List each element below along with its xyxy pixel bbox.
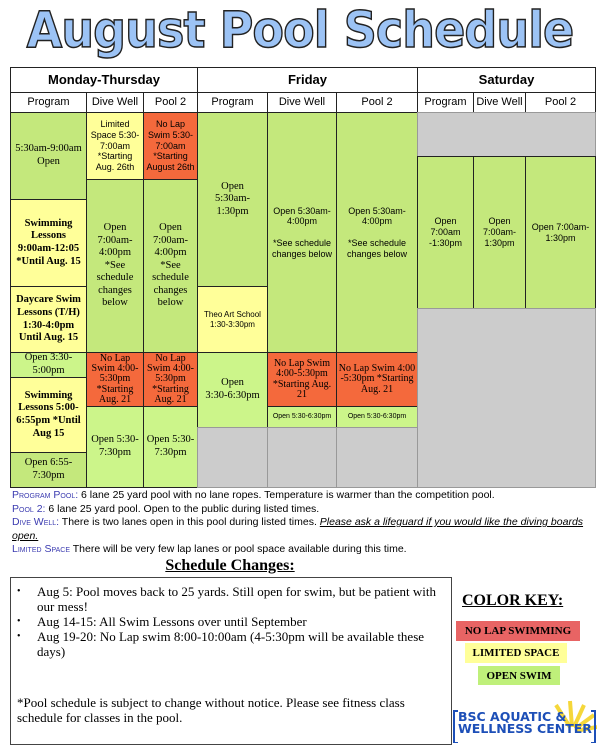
column-header: Dive Well <box>86 92 144 113</box>
schedule-cell: No Lap Swim 5:30-7:00am *Starting August 26th <box>143 112 198 180</box>
schedule-cell: Open 7:00am-1:30pm <box>473 156 526 309</box>
schedule-cell: 5:30am-9:00am Open <box>10 112 87 200</box>
note-label: Pool 2: <box>12 502 46 515</box>
note-italic: Please ask a lifeguard if you would like the diving boards open. <box>12 516 584 542</box>
note-text: 6 lane 25 yard pool. Open to the public during listed times. <box>45 502 320 515</box>
schedule-cell: Open 6:55-7:30pm <box>10 452 87 488</box>
column-header: Pool 2 <box>336 92 418 113</box>
note-label: Limited Space <box>12 543 71 555</box>
bsc-logo <box>452 697 597 743</box>
schedule-cell: Open 7:00am-1:30pm <box>525 156 596 309</box>
closed-cell <box>336 427 418 488</box>
schedule-cell: No Lap Swim 4:00 -5:30pm *Starting Aug. 21 <box>336 352 418 407</box>
note-text: There will be very few lap lanes or pool space available during this time. <box>70 543 407 555</box>
change-item: • Aug 5: Pool moves back to 25 yards. Still open for swim, but be patient with our mess! <box>17 584 445 614</box>
column-header: Program <box>417 92 474 113</box>
note-text: 6 lane 25 yard pool with no lane ropes. Temperature is warmer than the competition pool. <box>78 489 495 501</box>
schedule-cell: Open 3:30-5:00pm <box>10 352 87 378</box>
schedule-cell: Swimming Lessons 9:00am-12:05 *Until Aug. 15 <box>10 199 87 287</box>
column-header: Pool 2 <box>143 92 198 113</box>
logo-text: BSC AQUATIC & WELLNESS CENTER <box>458 709 592 736</box>
schedule-cell: Open 7:00am-4:00pm *See schedule changes below <box>86 179 144 353</box>
schedule-changes-title: Schedule Changes: <box>165 557 295 574</box>
day-header-saturday: Saturday <box>417 67 596 93</box>
note-label: Program Pool: <box>12 489 79 501</box>
schedule-cell: No Lap Swim 4:00-5:30pm *Starting Aug. 21 <box>143 352 198 407</box>
change-item: • Aug 14-15: All Swim Lessons over until September <box>17 614 445 629</box>
schedule-cell: Open 7:00am -1:30pm <box>417 156 474 309</box>
column-header: Pool 2 <box>525 92 596 113</box>
column-header: Program <box>10 92 87 113</box>
note-bold: two lanes open <box>102 516 174 528</box>
column-header: Dive Well <box>473 92 526 113</box>
schedule-cell: Open 7:00am-4:00pm *See schedule changes below <box>143 179 198 353</box>
schedule-cell: No Lap Swim 4:00-5:30pm *Starting Aug. 21 <box>267 352 337 407</box>
schedule-cell: Open 5:30-7:30pm <box>143 406 198 488</box>
closed-cell <box>267 427 337 488</box>
schedule-cell: Open 5:30am-4:00pm *See schedule changes below <box>336 112 418 353</box>
closed-cell <box>417 112 596 157</box>
schedule-cell: Open 3:30-6:30pm <box>197 352 268 428</box>
schedule-cell: Theo Art School 1:30-3:30pm <box>197 286 268 353</box>
key-no-lap: NO LAP SWIMMING <box>456 621 580 641</box>
page-title: August Pool Schedule <box>26 1 574 59</box>
schedule-cell: Limited Space 5:30-7:00am *Starting Aug. 26th <box>86 112 144 180</box>
schedule-cell: Swimming Lessons 5:00-6:55pm *Until Aug 15 <box>10 377 87 453</box>
note-label: Dive Well: <box>12 516 60 528</box>
key-open: OPEN SWIM <box>478 666 560 685</box>
column-header: Program <box>197 92 268 113</box>
schedule-cell: Open 5:30-6:30pm <box>336 406 418 428</box>
day-header-mon-thu: Monday-Thursday <box>10 67 198 93</box>
key-limited: LIMITED SPACE <box>465 643 567 663</box>
schedule-cell: Open 5:30am-4:00pm *See schedule changes below <box>267 112 337 353</box>
note-text: in this pool during listed times. <box>173 516 320 528</box>
day-header-friday: Friday <box>197 67 418 93</box>
note-text: There is <box>59 516 103 528</box>
closed-cell <box>197 427 268 488</box>
disclaimer: *Pool schedule is subject to change without notice. Please see fitness class schedule for classes in the pool. <box>17 695 405 725</box>
closed-cell <box>417 308 596 488</box>
change-item: • Aug 19-20: No Lap swim 8:00-10:00am (4-5:30pm will be available these days) <box>17 629 445 659</box>
schedule-cell: Open 5:30am-1:30pm <box>197 112 268 287</box>
schedule-cell: No Lap Swim 4:00-5:30pm *Starting Aug. 21 <box>86 352 144 407</box>
pool-notes <box>12 489 597 557</box>
schedule-cell: Open 5:30-6:30pm <box>267 406 337 428</box>
schedule-changes-box <box>10 577 452 745</box>
color-key-title: COLOR KEY: <box>462 592 564 609</box>
column-header: Dive Well <box>267 92 337 113</box>
schedule-cell: Open 5:30-7:30pm <box>86 406 144 488</box>
schedule-cell: Daycare Swim Lessons (T/H) 1:30-4:0pm Until Aug. 15 <box>10 286 87 353</box>
